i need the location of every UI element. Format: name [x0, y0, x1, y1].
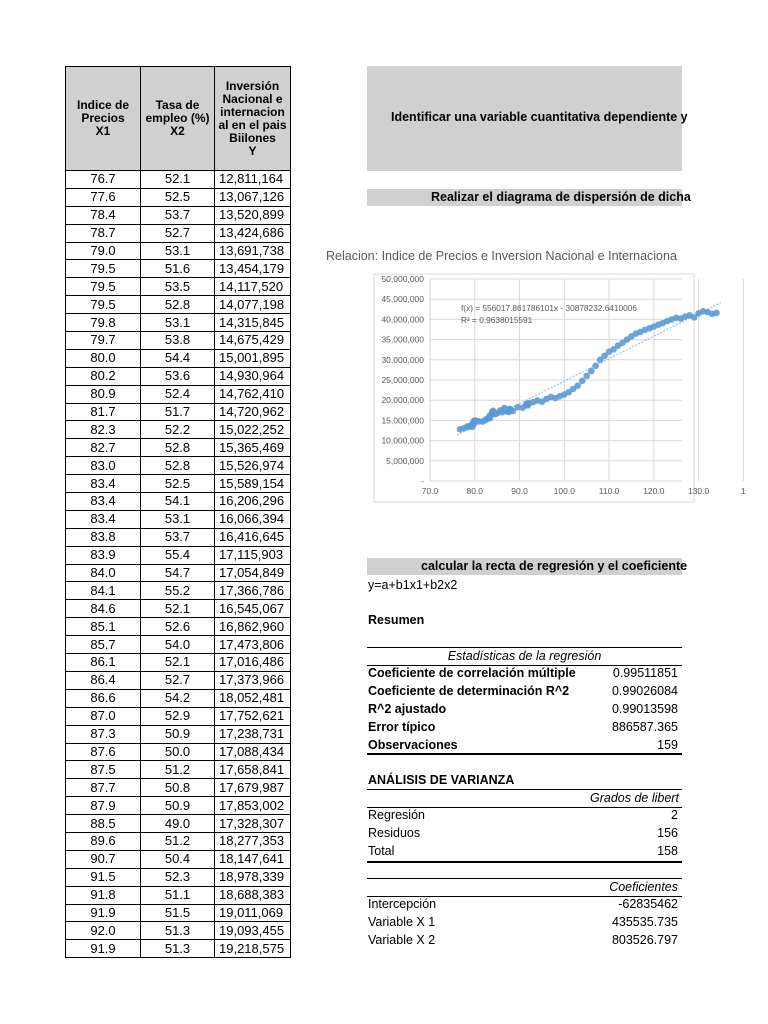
x-tick-label: 110.0	[598, 486, 620, 496]
y-tick-label: 25,000,000	[381, 375, 424, 385]
data-point	[574, 382, 581, 389]
y-cell: 17,054,849	[215, 564, 291, 582]
x-tick-label: 70.0	[421, 486, 439, 496]
x2-cell: 51.5	[141, 904, 215, 922]
table-row	[66, 457, 291, 475]
table-row	[66, 546, 291, 564]
y-cell: 16,416,645	[215, 528, 291, 546]
x2-cell: 54.1	[141, 493, 215, 511]
header-line: internacion	[220, 104, 285, 119]
y-cell: 17,752,621	[215, 707, 291, 725]
y-cell: 17,328,307	[215, 815, 291, 833]
header-line: Nacional e	[222, 91, 283, 106]
table-row	[66, 797, 291, 815]
table-row	[66, 403, 291, 421]
x2-cell: 50.4	[141, 850, 215, 868]
y-tick-label: 20,000,000	[381, 395, 424, 406]
x1-cell: 91.9	[66, 940, 141, 958]
table-row	[66, 260, 291, 278]
table-row	[66, 689, 291, 707]
x2-cell: 53.1	[141, 242, 215, 260]
stats-row-value: 0.99013598	[611, 702, 678, 716]
y-cell: 18,688,383	[215, 886, 291, 904]
table-row	[66, 886, 291, 904]
anova-row-value: 2	[671, 808, 678, 822]
x1-cell: 84.1	[66, 582, 141, 600]
header-line: X1	[95, 124, 111, 138]
y-cell: 16,545,067	[215, 600, 291, 618]
stats-row-label: Coeficiente de correlación múltiple	[368, 666, 576, 680]
data-point	[592, 363, 599, 370]
x1-cell: 85.1	[66, 618, 141, 636]
coef-top-rule	[367, 878, 682, 879]
anova-row-value: 158	[657, 844, 678, 858]
r-squared-label: R² = 0.9638015591	[461, 315, 533, 325]
y-cell: 13,454,179	[215, 260, 291, 278]
x2-cell: 53.7	[141, 528, 215, 546]
y-cell: 17,366,786	[215, 582, 291, 600]
x1-cell: 83.4	[66, 493, 141, 511]
header-line: Indice de	[76, 98, 129, 112]
y-tick-label: 5,000,000	[386, 455, 424, 466]
anova-bottom-rule	[367, 861, 682, 863]
y-cell: 19,218,575	[215, 940, 291, 958]
header-line: Biilones	[229, 130, 276, 145]
x1-cell: 87.7	[66, 779, 141, 797]
x1-cell: 83.0	[66, 457, 141, 475]
x2-cell: 49.0	[141, 815, 215, 833]
table-row	[66, 439, 291, 457]
table-header-row	[66, 67, 291, 171]
table-row	[66, 725, 291, 743]
x1-cell: 79.7	[66, 332, 141, 350]
x2-cell: 51.2	[141, 761, 215, 779]
y-cell: 13,691,738	[215, 242, 291, 260]
y-cell: 17,679,987	[215, 779, 291, 797]
x1-cell: 87.6	[66, 743, 141, 761]
y-cell: 14,117,520	[215, 278, 291, 296]
x-tick-label: 1	[741, 486, 746, 496]
data-point	[713, 310, 720, 317]
x2-cell: 52.1	[141, 171, 215, 189]
y-cell: 17,373,966	[215, 671, 291, 689]
x2-cell: 53.1	[141, 314, 215, 332]
data-point	[583, 373, 590, 380]
x1-cell: 87.9	[66, 797, 141, 815]
x1-cell: 78.7	[66, 224, 141, 242]
x2-cell: 50.9	[141, 797, 215, 815]
table-row	[66, 314, 291, 332]
x-tick-label: 120.0	[643, 486, 665, 496]
x1-cell: 89.6	[66, 832, 141, 850]
table-row	[66, 528, 291, 546]
y-cell: 15,022,252	[215, 421, 291, 439]
coef-row-value: 435535.735	[611, 915, 678, 929]
coef-row-label: Variable X 2	[368, 933, 436, 947]
table-row	[66, 779, 291, 797]
y-cell: 14,720,962	[215, 403, 291, 421]
y-tick-label: 30,000,000	[381, 354, 424, 365]
x1-cell: 81.7	[66, 403, 141, 421]
header-inversion	[215, 67, 291, 171]
y-cell: 18,147,641	[215, 850, 291, 868]
y-cell: 17,115,903	[215, 546, 291, 564]
x2-cell: 54.4	[141, 349, 215, 367]
table-row	[66, 671, 291, 689]
question-2-text: Realizar el diagrama de dispersión de dicha	[431, 190, 691, 204]
y-cell: 14,077,198	[215, 296, 291, 314]
stats-row-value: 886587.365	[611, 720, 678, 734]
table-row	[66, 332, 291, 350]
y-cell: 15,001,895	[215, 349, 291, 367]
x1-cell: 91.9	[66, 904, 141, 922]
x2-cell: 52.7	[141, 671, 215, 689]
question-3-box	[367, 558, 688, 575]
x1-cell: 87.3	[66, 725, 141, 743]
x2-cell: 52.9	[141, 707, 215, 725]
x1-cell: 80.0	[66, 349, 141, 367]
x1-cell: 84.0	[66, 564, 141, 582]
x2-cell: 53.1	[141, 510, 215, 528]
x-tick-label: 100.0	[553, 486, 575, 496]
y-cell: 17,473,806	[215, 636, 291, 654]
x2-cell: 51.1	[141, 886, 215, 904]
x2-cell: 52.8	[141, 457, 215, 475]
y-cell: 16,206,296	[215, 493, 291, 511]
table-row	[66, 188, 291, 206]
stats-top-rule	[367, 647, 682, 648]
stats-row-label: R^2 ajustado	[368, 702, 447, 716]
x2-cell: 51.3	[141, 922, 215, 940]
header-line: empleo (%)	[145, 111, 210, 125]
y-cell: 16,066,394	[215, 510, 291, 528]
question-3-text: calcular la recta de regresión y el coeficiente	[421, 559, 688, 573]
y-cell: 13,520,899	[215, 206, 291, 224]
x1-cell: 92.0	[66, 922, 141, 940]
y-tick-label: 50,000,000	[381, 274, 424, 284]
table-row	[66, 493, 291, 511]
x1-cell: 85.7	[66, 636, 141, 654]
anova-col-header: Grados de libert	[590, 791, 679, 805]
x2-cell: 51.2	[141, 832, 215, 850]
x1-cell: 79.5	[66, 278, 141, 296]
x1-cell: 83.4	[66, 510, 141, 528]
table-row	[66, 367, 291, 385]
stats-row-label: Coeficiente de determinación R^2	[368, 684, 570, 698]
y-tick-label: 10,000,000	[381, 435, 424, 446]
x2-cell: 50.8	[141, 779, 215, 797]
coef-row-label: Variable X 1	[368, 915, 436, 929]
y-cell: 19,011,069	[215, 904, 291, 922]
table-row	[66, 904, 291, 922]
table-row	[66, 618, 291, 636]
x2-cell: 55.2	[141, 582, 215, 600]
header-line: Precios	[81, 111, 125, 125]
x2-cell: 52.7	[141, 224, 215, 242]
header-line: X2	[170, 124, 185, 138]
table-row	[66, 707, 291, 725]
y-cell: 14,315,845	[215, 314, 291, 332]
y-cell: 17,658,841	[215, 761, 291, 779]
table-row	[66, 582, 291, 600]
header-tasa-empleo	[141, 67, 215, 171]
x1-cell: 87.0	[66, 707, 141, 725]
x1-cell: 78.4	[66, 206, 141, 224]
header-indice-precios	[66, 67, 141, 171]
x1-cell: 86.1	[66, 654, 141, 672]
x1-cell: 82.3	[66, 421, 141, 439]
table-row	[66, 349, 291, 367]
stats-row-value: 159	[657, 738, 678, 752]
x2-cell: 54.2	[141, 689, 215, 707]
coef-row-label: Intercepción	[368, 897, 437, 911]
table-row	[66, 206, 291, 224]
x1-cell: 87.5	[66, 761, 141, 779]
table-row	[66, 922, 291, 940]
anova-col-header-clip	[560, 791, 682, 807]
table-row	[66, 510, 291, 528]
header-line: al en el pais	[218, 117, 287, 132]
table-row	[66, 636, 291, 654]
table-row	[66, 564, 291, 582]
scatter-chart-svg	[322, 240, 746, 506]
y-cell: 13,067,126	[215, 188, 291, 206]
y-cell: 18,978,339	[215, 868, 291, 886]
anova-row-label: Total	[368, 844, 395, 858]
table-row	[66, 242, 291, 260]
stats-row-label: Observaciones	[368, 738, 458, 752]
x1-cell: 88.5	[66, 815, 141, 833]
x2-cell: 52.6	[141, 618, 215, 636]
table-row	[66, 761, 291, 779]
table-row	[66, 940, 291, 958]
anova-row-label: Regresión	[368, 808, 425, 822]
anova-row-value: 156	[657, 826, 678, 840]
stats-row-label: Error típico	[368, 720, 436, 734]
coef-row-value: -62835462	[618, 897, 678, 911]
x2-cell: 52.8	[141, 296, 215, 314]
table-row	[66, 171, 291, 189]
table-row	[66, 224, 291, 242]
question-2-box	[367, 189, 691, 206]
model-equation: y=a+b1x1+b2x2	[368, 578, 458, 592]
anova-top-rule	[367, 789, 682, 790]
anova-title: ANÁLISIS DE VARIANZA	[368, 773, 515, 787]
x2-cell: 52.4	[141, 385, 215, 403]
y-cell: 15,526,974	[215, 457, 291, 475]
y-tick-label: 45,000,000	[381, 294, 424, 305]
x2-cell: 55.4	[141, 546, 215, 564]
x2-cell: 50.9	[141, 725, 215, 743]
y-cell: 13,424,686	[215, 224, 291, 242]
y-cell: 14,762,410	[215, 385, 291, 403]
header-line: Y	[248, 143, 257, 158]
x1-cell: 83.9	[66, 546, 141, 564]
y-cell: 18,277,353	[215, 832, 291, 850]
anova-row-label: Residuos	[368, 826, 421, 840]
table-row	[66, 743, 291, 761]
x2-cell: 52.8	[141, 439, 215, 457]
table-row	[66, 421, 291, 439]
x-tick-label: 80.0	[466, 486, 484, 496]
stats-header: Estadísticas de la regresión	[447, 649, 602, 663]
x1-cell: 80.9	[66, 385, 141, 403]
table-row	[66, 600, 291, 618]
x2-cell: 50.0	[141, 743, 215, 761]
y-tick-label: 40,000,000	[381, 314, 424, 325]
x2-cell: 52.2	[141, 421, 215, 439]
x1-cell: 91.5	[66, 868, 141, 886]
question-1-text: Identificar una variable cuantitativa dependiente y	[391, 110, 688, 124]
x2-cell: 51.3	[141, 940, 215, 958]
y-cell: 16,862,960	[215, 618, 291, 636]
y-cell: 17,016,486	[215, 654, 291, 672]
stats-row-value: 0.99511851	[612, 666, 678, 680]
y-cell: 12,811,164	[215, 171, 291, 189]
x2-cell: 52.5	[141, 475, 215, 493]
x1-cell: 76.7	[66, 171, 141, 189]
stats-bottom-rule	[367, 753, 682, 755]
x1-cell: 86.4	[66, 671, 141, 689]
trendline-equation: f(x) = 556017.861786101x - 30878232.6410006	[461, 303, 637, 313]
y-cell: 14,930,964	[215, 367, 291, 385]
x1-cell: 91.8	[66, 886, 141, 904]
x2-cell: 54.7	[141, 564, 215, 582]
x2-cell: 53.5	[141, 278, 215, 296]
y-cell: 18,052,481	[215, 689, 291, 707]
x1-cell: 86.6	[66, 689, 141, 707]
stats-row-value: 0.99026084	[611, 684, 678, 698]
y-cell: 15,365,469	[215, 439, 291, 457]
x-tick-label: 130.0	[687, 486, 710, 496]
data-table	[65, 66, 291, 958]
resumen-label: Resumen	[368, 613, 425, 627]
question-1-box	[367, 66, 688, 171]
table-body	[66, 171, 291, 958]
x1-cell: 90.7	[66, 850, 141, 868]
x1-cell: 79.8	[66, 314, 141, 332]
table-row	[66, 815, 291, 833]
x1-cell: 79.5	[66, 260, 141, 278]
table-row	[66, 475, 291, 493]
x1-cell: 82.7	[66, 439, 141, 457]
x2-cell: 52.1	[141, 600, 215, 618]
x2-cell: 51.7	[141, 403, 215, 421]
y-cell: 15,589,154	[215, 475, 291, 493]
x1-cell: 84.6	[66, 600, 141, 618]
x2-cell: 53.8	[141, 332, 215, 350]
x1-cell: 77.6	[66, 188, 141, 206]
y-tick-label: -	[421, 476, 424, 486]
x1-cell: 79.0	[66, 242, 141, 260]
y-cell: 14,675,429	[215, 332, 291, 350]
coef-col-header: Coeficientes	[609, 880, 678, 894]
coef-row-value: 803526.797	[611, 933, 678, 947]
scatter-chart	[322, 240, 746, 506]
table-row	[66, 850, 291, 868]
x2-cell: 52.3	[141, 868, 215, 886]
chart-title: Relacion: Indice de Precios e Inversion Nacional e Internaciona	[326, 249, 677, 263]
x2-cell: 54.0	[141, 636, 215, 654]
table-row	[66, 385, 291, 403]
x1-cell: 80.2	[66, 367, 141, 385]
y-tick-label: 35,000,000	[381, 334, 424, 345]
table-row	[66, 296, 291, 314]
y-cell: 17,088,434	[215, 743, 291, 761]
x2-cell: 53.6	[141, 367, 215, 385]
y-cell: 19,093,455	[215, 922, 291, 940]
x2-cell: 53.7	[141, 206, 215, 224]
x2-cell: 52.1	[141, 654, 215, 672]
y-cell: 17,238,731	[215, 725, 291, 743]
x2-cell: 51.6	[141, 260, 215, 278]
x-tick-label: 90.0	[511, 486, 528, 496]
header-line: Inversión	[225, 78, 280, 93]
table-row	[66, 832, 291, 850]
x1-cell: 83.4	[66, 475, 141, 493]
table-row	[66, 278, 291, 296]
data-point	[588, 368, 595, 375]
data-point	[579, 378, 586, 385]
y-cell: 17,853,002	[215, 797, 291, 815]
x2-cell: 52.5	[141, 188, 215, 206]
header-line: Tasa de	[155, 98, 200, 112]
y-tick-label: 15,000,000	[381, 415, 424, 426]
table-row	[66, 868, 291, 886]
x1-cell: 79.5	[66, 296, 141, 314]
x1-cell: 83.8	[66, 528, 141, 546]
table-row	[66, 654, 291, 672]
